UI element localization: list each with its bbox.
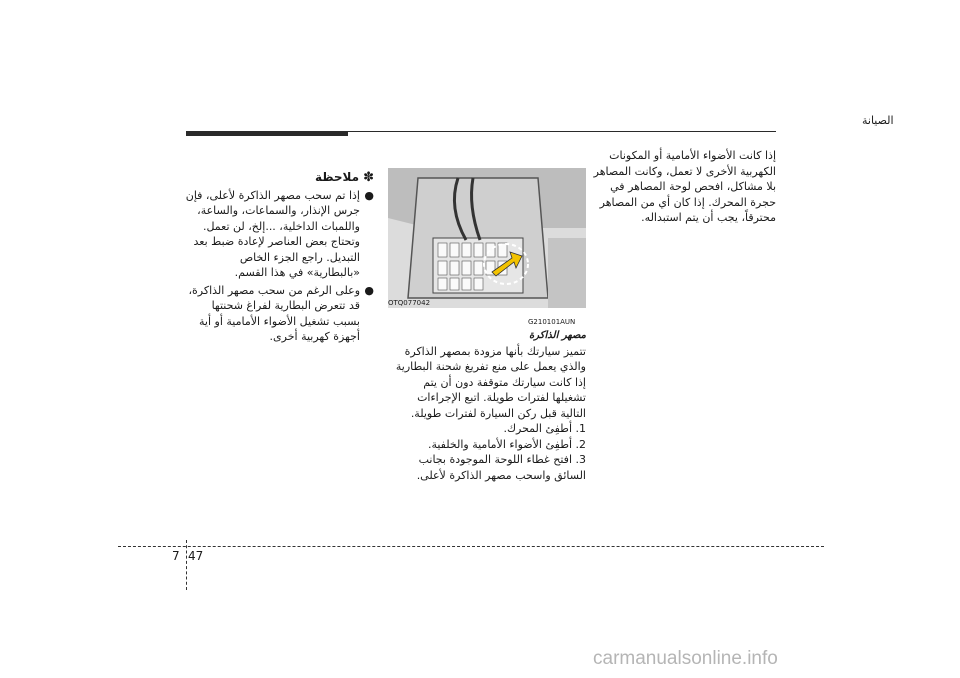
note-item-text: ﺇﺫﺍ ﺗﻢ ﺳﺤﺐ ﻣﺼﻬﺮ ﺍﻟﺬﺍﻛﺮﺓ ﻷﻋﻠﻰ، ﻓﺈﻥ ﺟﺮﺱ ﺍﻹﻧﺬﺍﺭ، ﻭﺍﻟﺴﻤﺎﻋﺎﺕ، ﻭﺍﻟﺴﺎﻋﺔ، ﻭﺍﻟﻠﻤﺒﺎﺕ ﺍﻟﺪﺍﺧﻠﻴﺔ، ...ﺇﻟﺦ، ﻟﻦ ﺗﻌﻤﻞ. ﻭﺗﺤﺘﺎﺝ ﺑﻌﺾ ﺍﻟﻌﻨﺎﺻﺮ ﻹﻋﺎﺩﺓ ﺿﺒﻂ ﺑﻌﺪ ﺍﻟﺘﺒﺪﻳﻞ. ﺭﺍﺟﻊ ﺍﻟﺠﺰﺀ ﺍﻟﺨﺎﺹ «ﺑﺎﻟﺒﻄﺎﺭﻳﺔ» ﻓﻲ ﻫﺬﺍ ﺍﻟﻘﺴﻢ. (185, 188, 360, 279)
header-bar (186, 131, 348, 136)
note-item (184, 188, 374, 281)
caption-code: G210101AUN (528, 318, 576, 326)
section-title: ﺍﻟﺼﻴﺎﻧﺔ (862, 114, 894, 127)
memory-fuse-subhead: ﻣﺼﻬﺮ ﺍﻟﺬﺍﻛﺮﺓ (528, 330, 586, 341)
right-paragraph: ﺇﺫﺍ ﻛﺎﻧﺖ ﺍﻷﺿﻮﺍﺀ ﺍﻷﻣﺎﻣﻴﺔ ﺃﻭ ﺍﻟﻤﻜﻮﻧﺎﺕ ﺍﻟﻜﻬﺮﺑﻴﺔ ﺍﻷﺧﺮﻯ ﻻ ﺗﻌﻤﻞ، ﻭﻛﺎﻧﺖ ﺍﻟﻤﺼﺎﻫﺮ ﺑﻼ ﻣﺸﺎﻛﻞ، ﺍﻓﺤﺺ ﻟﻮﺣﺔ ﺍﻟﻤﺼﺎﻫﺮ ﻓﻲ ﺣﺠﺮﺓ ﺍﻟﻤﺤﺮﻙ. ﺇﺫﺍ ﻛﺎﻥ ﺃﻱ ﻣﻦ ﺍﻟﻤﺼﺎﻫﺮ ﻣﺤﺘﺮﻗﺎً، ﻳﺠﺐ ﺃﻥ ﻳﺘﻢ ﺍﺳﺘﺒﺪﺍﻟﻪ. (593, 149, 776, 224)
fuse-panel-illustration (388, 168, 586, 308)
middle-column (392, 328, 586, 483)
step-item: 1. ﺃﻃﻔِﺊ ﺍﻟﻤﺤﺮﻙ. (503, 422, 586, 435)
note-list (184, 188, 374, 345)
footer-divider (118, 546, 824, 547)
right-column (590, 148, 776, 226)
bullet-icon: ● (364, 283, 374, 297)
note-box (184, 170, 374, 347)
steps-list (392, 421, 586, 483)
step-item: 3. ﺍﻓﺘﺢ ﻏﻄﺎﺀ ﺍﻟﻠﻮﺣﺔ ﺍﻟﻤﻮﺟﻮﺩﺓ ﺑﺠﺎﻧﺐ ﺍﻟﺴﺎﺋﻖ ﻭﺍﺳﺤﺐ ﻣﺼﻬﺮ ﺍﻟﺬﺍﻛﺮﺓ ﻷﻋﻠﻰ. (416, 453, 586, 482)
note-item (184, 283, 374, 345)
chapter-number: 7 (172, 549, 180, 563)
star-icon: ✽ (363, 170, 374, 185)
figure-code: OTQ077042 (388, 299, 431, 307)
note-title: ﻣﻼﺣﻈﺔ (314, 170, 360, 184)
memory-fuse-paragraph: ﺗﺘﻤﻴﺰ ﺳﻴﺎﺭﺗﻚ ﺑﺄﻧﻬﺎ ﻣﺰﻭﺩﺓ ﺑﻤﺼﻬﺮ ﺍﻟﺬﺍﻛﺮﺓ ﻭﺍﻟﺬﻱ ﻳﻌﻤﻞ ﻋﻠﻰ ﻣﻨﻊ ﺗﻔﺮﻳﻎ ﺷﺤﻨﺔ ﺍﻟﺒﻄﺎﺭﻳﺔ ﺇﺫﺍ ﻛﺎﻧﺖ ﺳﻴﺎﺭﺗﻚ ﻣﺘﻮﻗﻔﺔ ﺩﻭﻥ ﺃﻥ ﻳﺘﻢ ﺗﺸﻐﻴﻠﻬﺎ ﻟﻔﺘﺮﺍﺕ ﻃﻮﻳﻠﺔ. ﺍﺗﺒﻊ ﺍﻹﺟﺮﺍﺀﺍﺕ ﺍﻟﺘﺎﻟﻴﺔ ﻗﺒﻞ ﺭﻛﻦ ﺍﻟﺴﻴﺎﺭﺓ ﻟﻔﺘﺮﺍﺕ ﻃﻮﻳﻠﺔ. (395, 344, 586, 420)
note-heading (184, 170, 374, 186)
bullet-icon: ● (364, 188, 374, 202)
page-number: 47 (188, 549, 204, 563)
note-item-text: ﻭﻋﻠﻰ ﺍﻟﺮﻏﻢ ﻣﻦ ﺳﺤﺐ ﻣﺼﻬﺮ ﺍﻟﺬﺍﻛﺮﺓ، ﻗﺪ ﺗﺘﻌﺮﺽ ﺍﻟﺒﻄﺎﺭﻳﺔ ﻟﻔﺮﺍﻍ ﺷﺤﻨﺘﻬﺎ ﺑﺴﺒﺐ ﺗﺸﻐﻴﻞ ﺍﻷﺿﻮﺍﺀ ﺍﻷﻣﺎﻣﻴﺔ ﺃﻭ ﺃﻳﺔ ﺃﺟﻬﺰﺓ ﻛﻬﺮﺑﻴﺔ ﺃﺧﺮﻯ. (188, 283, 360, 343)
fuse-panel-figure (388, 168, 586, 308)
footer-vertical-divider (186, 540, 187, 590)
watermark: carmanualsonline.info (593, 648, 778, 669)
step-item: 2. ﺃﻃﻔِﺊ ﺍﻷﺿﻮﺍﺀ ﺍﻷﻣﺎﻣﻴﺔ ﻭﺍﻟﺨﻠﻔﻴﺔ. (427, 437, 586, 451)
